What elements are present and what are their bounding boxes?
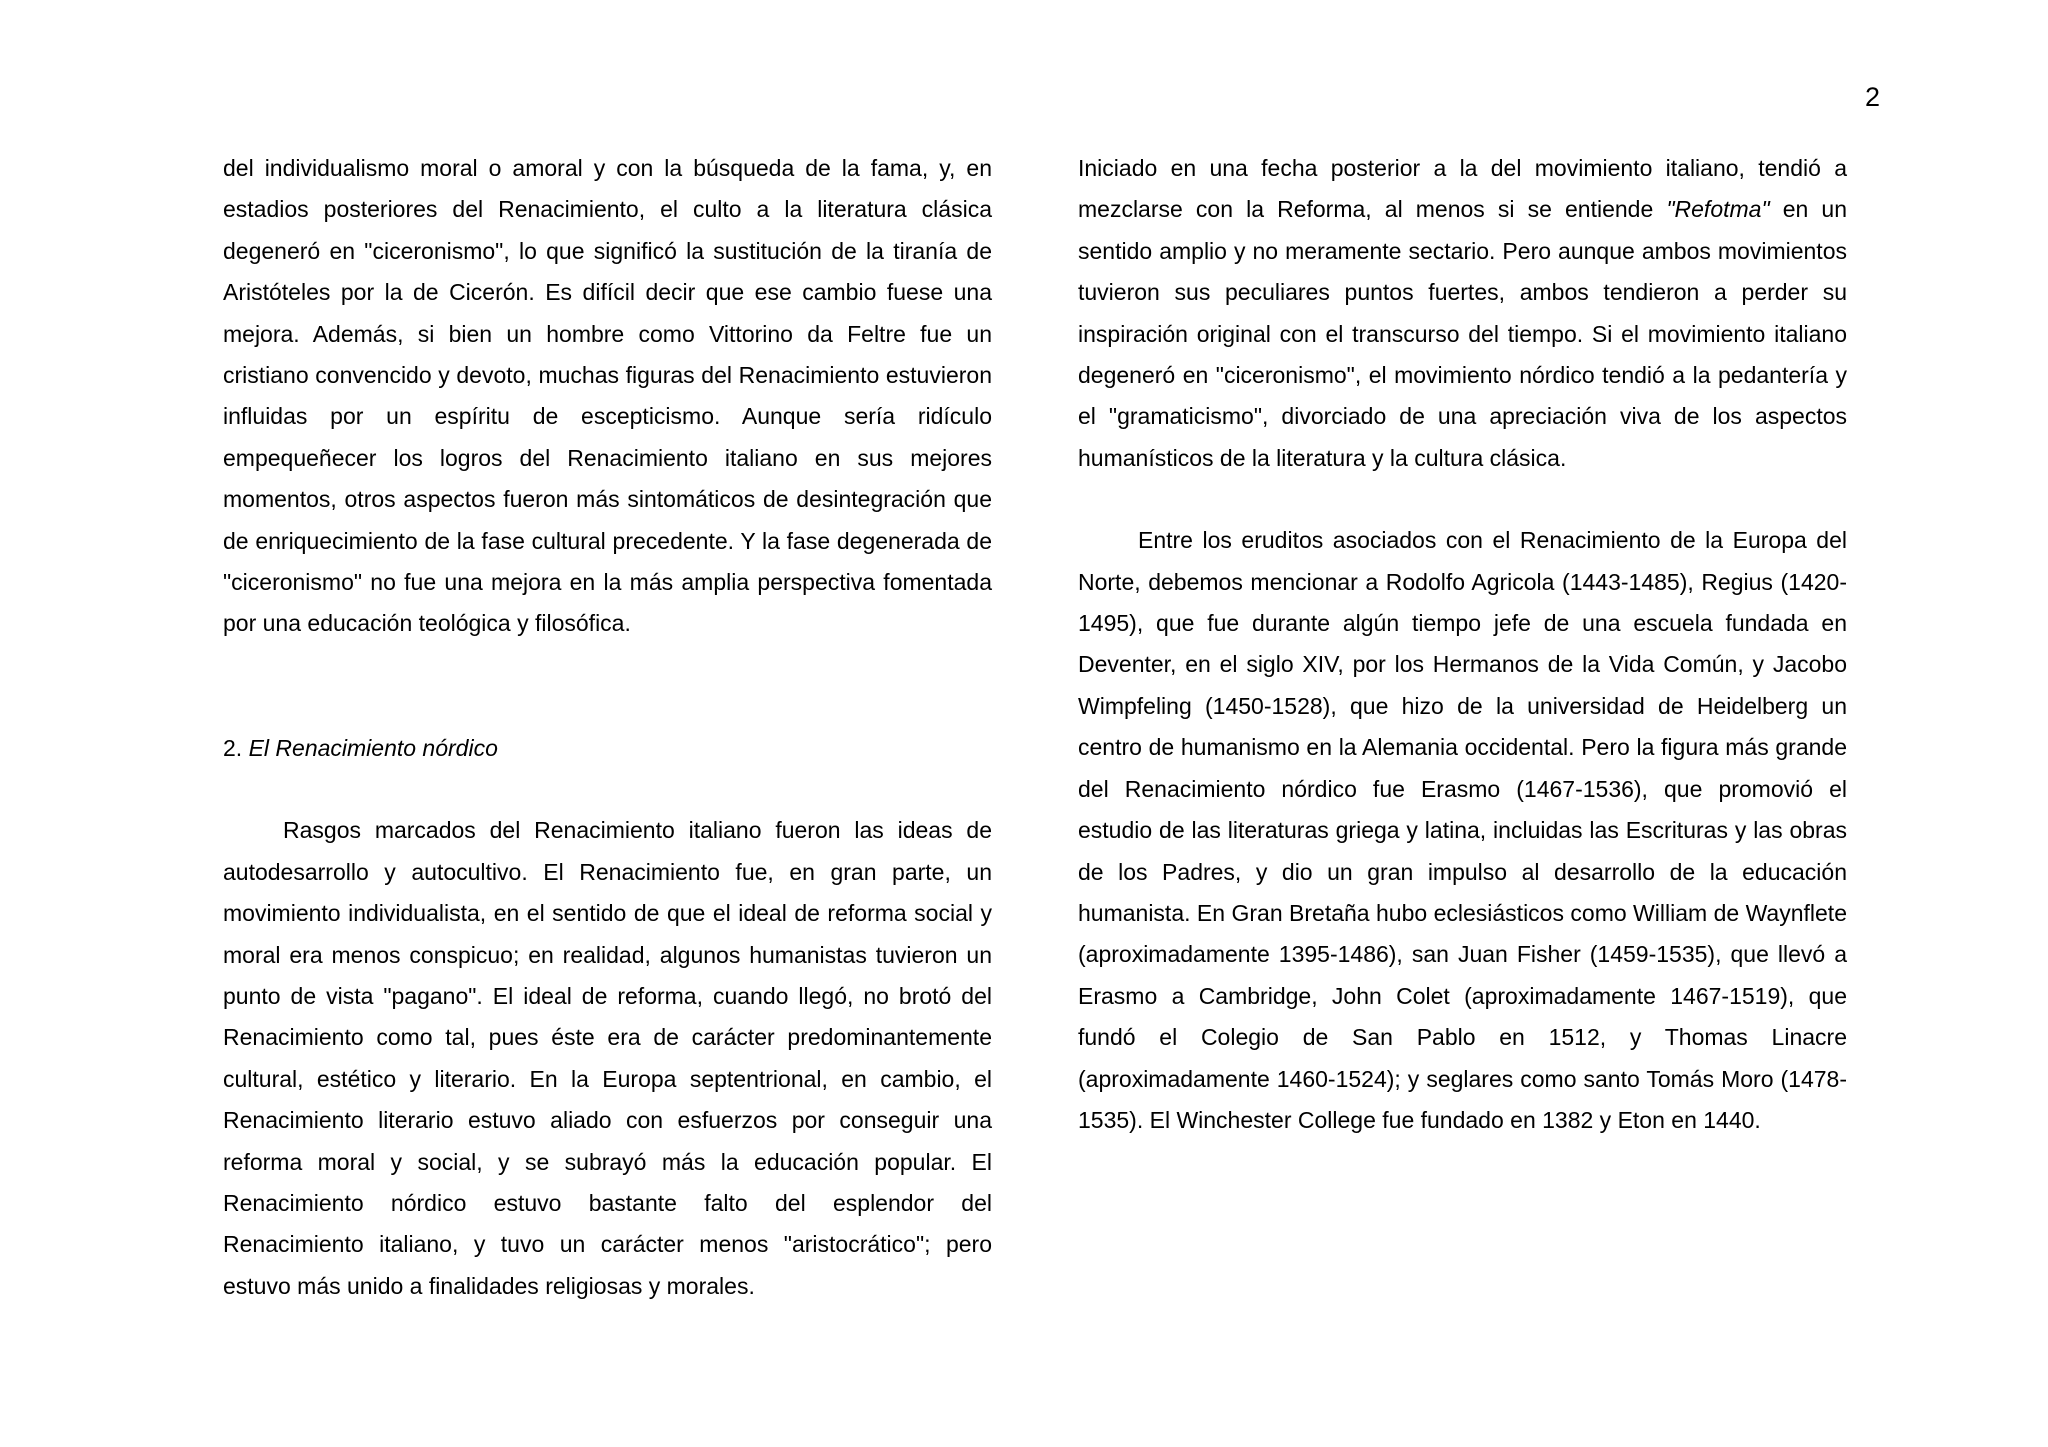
paragraph-text: Iniciado en una fecha posterior a la del movimiento italiano, tendió a mezclarse con la Reforma, al menos si se entiende [1078, 155, 1847, 223]
section-number: 2. [223, 734, 243, 761]
right-column [1078, 148, 1847, 1141]
body-paragraph: Entre los eruditos asociados con el Renacimiento de la Europa del Norte, debemos mencionar a Rodolfo Agricola (1443-1485), Regius (1420-1495), que fue durante algún tiempo jefe de una escuela fundada en Deventer, en el siglo XIV, por los Hermanos de la Vida Común, y Jacobo Wimpfeling (1450-1528), que hizo de la universidad de Heidelberg un centro de humanismo en la Alemania occidental. Pero la figura más grande del Renacimiento nórdico fue Erasmo (1467-1536), que promovió el estudio de las literaturas griega y latina, incluidas las Escrituras y las obras de los Padres, y dio un gran impulso al desarrollo de la educación humanista. En Gran Bretaña hubo eclesiásticos como William de Waynflete (aproximadamente 1395-1486), san Juan Fisher (1459-1535), que llevó a Erasmo a Cambridge, John Colet (aproximadamente 1467-1519), que fundó el Colegio de San Pablo en 1512, y Thomas Linacre (aproximadamente 1460-1524); y seglares como santo Tomás Moro (1478-1535). El Winchester College fue fundado en 1382 y Eton en 1440. [1078, 527, 1847, 1133]
paragraph-text: en un sentido amplio y no meramente sectario. Pero aunque ambos movimientos tuvieron sus peculiares puntos fuertes, ambos tendieron a perder su inspiración original con el transcurso del tiempo. Si el movimiento italiano degeneró en "ciceronismo", el movimiento nórdico tendió a la pedantería y el "gramaticismo", divorciado de una apreciación viva de los aspectos humanísticos de la literatura y la cultura clásica. [1078, 196, 1847, 471]
body-paragraph: Rasgos marcados del Renacimiento italiano fueron las ideas de autodesarrollo y autocultivo. El Renacimiento fue, en gran parte, un movimiento individualista, en el sentido de que el ideal de reforma social y moral era menos conspicuo; en realidad, algunos humanistas tuvieron un punto de vista "pagano". El ideal de reforma, cuando llegó, no brotó del Renacimiento como tal, pues éste era de carácter predominantemente cultural, estético y literario. En la Europa septentrional, en cambio, el Renacimiento literario estuvo aliado con esfuerzos por conseguir una reforma moral y social, y se subrayó más la educación popular. El Renacimiento nórdico estuvo bastante falto del esplendor del Renacimiento italiano, y tuvo un carácter menos "aristocrático"; pero estuvo más unido a finalidades religiosas y morales. [223, 817, 992, 1299]
section-title: El Renacimiento nórdico [248, 734, 498, 761]
page-number: 2 [1864, 82, 1880, 112]
section-heading [223, 728, 992, 769]
left-column [223, 148, 992, 1307]
body-paragraph: del individualismo moral o amoral y con la búsqueda de la fama, y, en estadios posteriores del Renacimiento, el culto a la literatura clásica degeneró en "ciceronismo", lo que significó la sustitución de la tiranía de Aristóteles por la de Cicerón. Es difícil decir que ese cambio fuese una mejora. Además, si bien un hombre como Vittorino da Feltre fue un cristiano convencido y devoto, muchas figuras del Renacimiento estuvieron influidas por un espíritu de escepticismo. Aunque sería ridículo empequeñecer los logros del Renacimiento italiano en sus mejores momentos, otros aspectos fueron más sintomáticos de desintegración que de enriquecimiento de la fase cultural precedente. Y la fase degenerada de "ciceronismo" no fue una mejora en la más amplia perspectiva fomentada por una educación teológica y filosófica. [223, 155, 992, 637]
italic-term: "Refotma" [1666, 196, 1770, 223]
body-paragraph [1078, 148, 1847, 479]
